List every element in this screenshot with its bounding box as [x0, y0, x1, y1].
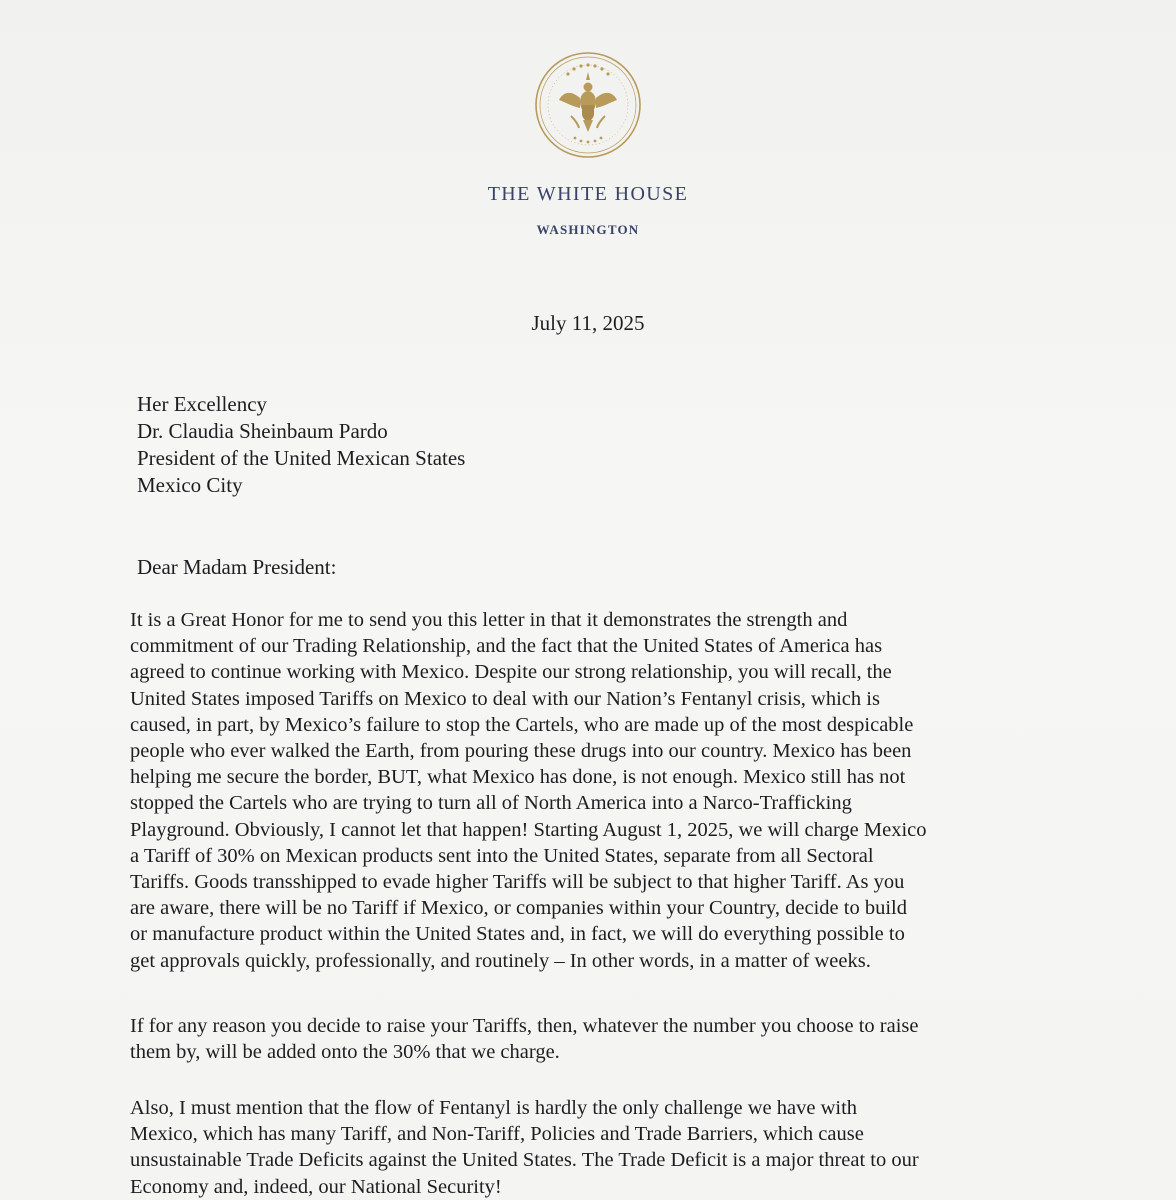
recipient-title: President of the United Mexican States [137, 446, 466, 470]
paragraph-line: stopped the Cartels who are trying to turn all of North America into a Narco-Trafficking [130, 792, 852, 815]
paragraph-line: Economy and, indeed, our National Security! [130, 1175, 502, 1198]
letter-date: July 11, 2025 [531, 311, 645, 335]
paragraph-line: people who ever walked the Earth, from pouring these drugs into our country. Mexico has been [130, 740, 912, 763]
body-paragraph-1 [130, 607, 1060, 974]
salutation: Dear Madam President: [137, 555, 337, 579]
paragraph-line: unsustainable Trade Deficits against the United States. The Trade Deficit is a major threat to our [130, 1149, 919, 1172]
letterhead-city: WASHINGTON [536, 222, 640, 237]
paragraph-line: a Tariff of 30% on Mexican products sent into the United States, separate from all Sectoral [130, 844, 874, 867]
paragraph-line: are aware, there will be no Tariff if Mexico, or companies within your Country, decide to build [130, 897, 907, 920]
paragraph-line: Mexico, which has many Tariff, and Non-Tariff, Policies and Trade Barriers, which cause [130, 1123, 864, 1146]
paragraph-line: them by, will be added onto the 30% that we charge. [130, 1041, 560, 1064]
paragraph-line: commitment of our Trading Relationship, and the fact that the United States of America has [130, 635, 883, 658]
paragraph-line: Also, I must mention that the flow of Fentanyl is hardly the only challenge we have with [130, 1097, 858, 1119]
body-paragraph-2 [130, 1013, 1060, 1065]
paragraph-line: Playground. Obviously, I cannot let that happen! Starting August 1, 2025, we will charge Mexico [130, 818, 927, 841]
paragraph-line: United States imposed Tariffs on Mexico to deal with our Nation’s Fentanyl crisis, which is [130, 687, 880, 710]
paragraph-line: agreed to continue working with Mexico. Despite our strong relationship, you will recall, the [130, 661, 892, 684]
letterhead-title-text: THE WHITE HOUSE [487, 183, 689, 205]
paragraph-line: caused, in part, by Mexico’s failure to stop the Cartels, who are made up of the most despicable [130, 713, 914, 736]
recipient-city: Mexico City [137, 473, 243, 497]
presidential-seal-icon [533, 50, 643, 160]
paragraph-line: get approvals quickly, professionally, and routinely – In other words, in a matter of weeks. [130, 949, 871, 972]
recipient-name: Dr. Claudia Sheinbaum Pardo [137, 419, 388, 443]
letterhead-title [0, 183, 1176, 206]
body-paragraph-3 [130, 1095, 1060, 1200]
paragraph-line: It is a Great Honor for me to send you this letter in that it demonstrates the strength and [130, 609, 848, 631]
paragraph-line: helping me secure the border, BUT, what Mexico has done, is not enough. Mexico still has not [130, 766, 906, 789]
recipient-address-block [137, 391, 465, 499]
paragraph-line: Tariffs. Goods transshipped to evade higher Tariffs will be subject to that higher Tariff. As you [130, 871, 905, 894]
recipient-honorific: Her Excellency [137, 392, 268, 416]
paragraph-line: or manufacture product within the United States and, in fact, we will do everything possible to [130, 923, 905, 946]
paragraph-line: If for any reason you decide to raise your Tariffs, then, whatever the number you choose to raise [130, 1015, 919, 1037]
